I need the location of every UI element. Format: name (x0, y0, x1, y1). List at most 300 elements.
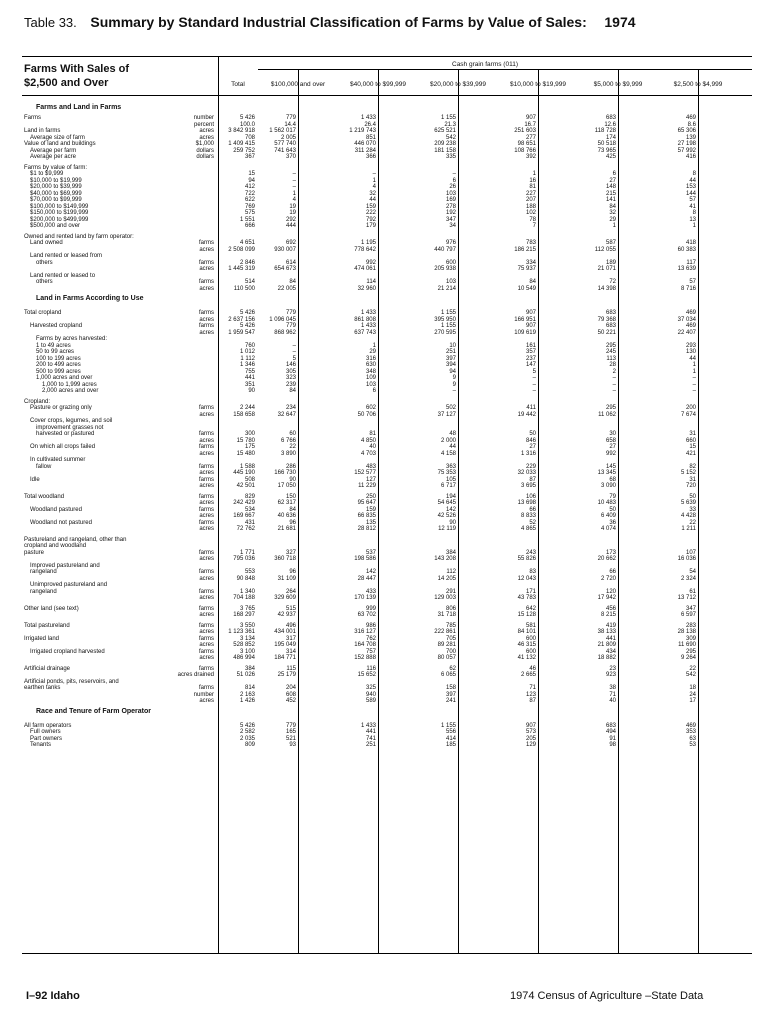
table-cell: 325 (365, 685, 376, 691)
table-cell: 234 (285, 405, 296, 411)
section-heading: Land in Farms According to Use (36, 295, 144, 302)
table-cell: 295 (685, 648, 696, 655)
table-cell: 992 (605, 450, 616, 457)
table-cell: 37 034 (677, 316, 696, 323)
table-cell: 251 (445, 349, 456, 355)
row-label: Total pastureland (24, 622, 70, 629)
row-unit: farms (199, 665, 214, 672)
table-cell: 779 (285, 115, 296, 121)
table-cell: 8 215 (600, 612, 616, 618)
table-cell: 1 (292, 190, 296, 197)
row-label: $20,000 to $39,999 (30, 184, 82, 190)
row-unit: farms (199, 476, 214, 483)
table-number: Table 33. (24, 15, 77, 30)
row-unit: farms (199, 685, 214, 691)
section-heading: Farms and Land in Farms (36, 104, 122, 111)
table-cell: 40 (609, 698, 616, 704)
table-cell: 200 (685, 405, 696, 411)
table-cell: 31 109 (277, 575, 296, 582)
column-header: Total (231, 81, 245, 88)
row-unit: acres (199, 556, 214, 562)
table-cell: 251 (365, 742, 376, 748)
group-rule (258, 69, 752, 70)
row-unit: acres (199, 629, 214, 635)
table-cell: 207 (525, 197, 536, 203)
row-unit: acres (199, 642, 214, 648)
table-cell: 109 619 (514, 329, 536, 336)
row-label: 1 to 49 acres (36, 342, 71, 349)
table-cell: 209 238 (434, 141, 456, 147)
table-cell: 861 808 (354, 316, 376, 323)
table-cell: 53 (689, 742, 696, 748)
table-cell: 94 (449, 368, 456, 375)
table-cell: 1 959 547 (228, 329, 255, 336)
table-cell: 116 (366, 665, 376, 672)
table-cell: 441 (365, 729, 376, 735)
table-cell: 16.7 (524, 121, 536, 128)
table-cell: 166 951 (514, 316, 536, 323)
table-cell: 4 865 (520, 526, 536, 532)
row-label: Part owners (30, 735, 63, 742)
table-cell: 1 433 (360, 323, 376, 329)
table-cell: 327 (285, 549, 296, 556)
row-label: Improved pastureland and (30, 562, 100, 569)
row-label: Tenants (30, 742, 52, 748)
row-label: Irrigated cropland harvested (30, 648, 105, 655)
table-cell: 741 643 (274, 147, 296, 154)
row-label: rangeland (30, 588, 57, 595)
table-cell: 41 132 (517, 655, 536, 661)
table-cell: 21 809 (597, 642, 616, 648)
row-unit: dollars (196, 154, 214, 160)
table-cell: 316 127 (354, 629, 376, 635)
table-cell: 250 (365, 493, 376, 500)
table-year: 1974 (604, 14, 636, 30)
table-cell: 397 (445, 691, 456, 698)
table-cell: 20 662 (597, 556, 616, 562)
table-cell: 700 (445, 648, 456, 655)
table-cell: 141 (605, 197, 616, 203)
table-cell: 105 (445, 476, 456, 483)
table-cell: 577 740 (274, 141, 296, 147)
table-cell: 6 065 (440, 672, 456, 678)
table-cell: 158 (445, 685, 456, 691)
row-unit: acres drained (177, 672, 214, 678)
table-cell: – (532, 375, 536, 381)
table-cell: 129 003 (434, 595, 456, 601)
table-cell: 1 (692, 223, 696, 229)
table-cell: 278 (445, 203, 456, 210)
table-cell: 28 447 (357, 575, 376, 582)
row-label: 500 to 999 acres (36, 368, 81, 375)
table-cell: – (532, 388, 536, 394)
table-cell: 21.3 (444, 121, 456, 128)
row-unit: acres (199, 316, 214, 323)
table-cell: 6 597 (680, 612, 696, 618)
table-cell: 117 (686, 259, 696, 266)
table-cell: 394 (445, 362, 456, 368)
table-cell: 89 281 (437, 642, 456, 648)
section-heading: Race and Tenure of Farm Operator (36, 707, 152, 715)
table-cell: 779 (285, 310, 296, 316)
row-label: 1,000 to 1,999 acres (42, 381, 97, 388)
table-cell: 534 (244, 506, 255, 513)
table-title: Summary by Standard Industrial Classification of Farms by Value of Sales: (90, 14, 587, 30)
table-cell: 976 (445, 240, 456, 246)
table-cell: 311 284 (354, 147, 376, 154)
table-cell: 61 (689, 588, 696, 595)
table-cell: 291 (445, 588, 456, 595)
table-cell: 1 (612, 223, 616, 229)
table-cell: – (292, 171, 296, 177)
table-cell: 22 005 (277, 285, 296, 292)
table-cell: 720 (685, 483, 696, 489)
table-cell: 166 730 (274, 470, 296, 476)
table-cell: 630 (365, 362, 376, 368)
table-cell: 42 526 (437, 513, 456, 519)
table-cell: 335 (445, 154, 456, 160)
table-cell: 32 (609, 210, 616, 216)
table-cell: 769 (244, 203, 255, 210)
row-unit: farms (199, 569, 214, 575)
table-cell: 50 706 (357, 411, 376, 418)
table-cell: 83 (529, 569, 536, 575)
table-cell: 469 (685, 323, 696, 329)
row-unit: farms (199, 635, 214, 642)
table-cell: 778 642 (354, 246, 376, 253)
table-cell: 16 (529, 177, 536, 184)
row-unit: $1,000 (195, 141, 214, 147)
table-cell: 292 (285, 216, 296, 223)
table-cell: 32 (369, 190, 376, 197)
table-cell: 26.4 (364, 121, 376, 128)
table-cell: 44 (689, 177, 696, 184)
table-cell: 515 (285, 605, 296, 612)
table-cell: 6 717 (440, 483, 456, 489)
table-cell: 50 (529, 431, 536, 437)
table-cell: – (292, 349, 296, 355)
table-cell: 123 (525, 691, 536, 698)
table-cell: 411 (526, 405, 536, 411)
table-cell: 161 (525, 342, 536, 349)
row-unit: farms (199, 405, 214, 411)
table-cell: 32 960 (357, 285, 376, 292)
table-cell: 270 595 (434, 329, 456, 336)
row-label: 1,000 acres and over (36, 375, 93, 381)
table-cell: 762 (365, 635, 376, 642)
table-cell: 184 771 (274, 655, 296, 661)
table-cell: 421 (685, 450, 696, 457)
table-cell: 46 (529, 665, 536, 672)
table-cell: 814 (244, 685, 255, 691)
table-cell: 434 (605, 648, 616, 655)
table-cell: 15 652 (357, 672, 376, 678)
table-cell: 146 (285, 362, 296, 368)
page-number: I–92 Idaho (26, 990, 80, 1002)
table-cell: 3 550 (239, 622, 255, 629)
table-cell: 14 205 (437, 575, 456, 582)
table-cell: – (612, 388, 616, 394)
table-cell: 622 (244, 197, 255, 203)
row-unit: farms (199, 431, 214, 437)
table-cell: 1 (372, 342, 376, 349)
table-cell: 295 (605, 342, 616, 349)
table-cell: 5 (292, 355, 296, 362)
table-cell: 175 (244, 444, 255, 450)
row-label: Pastureland and rangeland, other than (24, 536, 127, 543)
table-cell: 907 (525, 115, 536, 121)
table-cell: 3 090 (600, 483, 616, 489)
column-header: $100,000 and over (270, 81, 326, 88)
table-cell: 29 (609, 216, 616, 223)
table-cell: 15 (248, 171, 255, 177)
table-cell: 323 (285, 375, 296, 381)
row-label: Other land (see text) (24, 605, 79, 612)
table-cell: 907 (525, 323, 536, 329)
table-cell: 130 (685, 349, 696, 355)
table-cell: 625 521 (434, 128, 456, 134)
table-cell: 169 667 (233, 513, 255, 519)
table-cell: 19 442 (517, 411, 536, 418)
table-cell: 90 (289, 476, 296, 483)
table-cell: 264 (285, 588, 296, 595)
table-cell: 940 (365, 691, 376, 698)
column-rule (618, 69, 619, 953)
table-cell: 186 215 (514, 246, 536, 253)
table-cell: 8 833 (520, 513, 536, 519)
table-cell: 795 036 (233, 556, 255, 562)
table-cell: 139 (685, 134, 696, 141)
row-label: Woodland not pastured (30, 519, 92, 526)
row-unit: acres (199, 285, 214, 292)
row-label: Woodland pastured (30, 506, 82, 513)
table-cell: 347 (685, 605, 696, 612)
table-cell: 6 766 (280, 437, 296, 444)
table-cell: 357 (525, 349, 536, 355)
table-cell: 15 128 (517, 612, 536, 618)
table-cell: 13 (689, 216, 696, 223)
column-header: $20,000 to $39,999 (429, 81, 487, 88)
table-cell: 683 (605, 310, 616, 316)
table-cell: 433 (365, 588, 376, 595)
table-cell: 581 (525, 622, 536, 629)
table-cell: 1 433 (360, 115, 376, 121)
table-cell: 91 (609, 735, 616, 742)
table-cell: 10 483 (597, 500, 616, 506)
table-cell: 3 100 (239, 648, 255, 655)
table-cell: 50 518 (597, 141, 616, 147)
row-unit: acres (199, 595, 214, 601)
table-cell: 7 (532, 223, 536, 229)
table-cell: 7 674 (680, 411, 696, 418)
table-cell: 72 (609, 279, 616, 285)
table-cell: 96 (289, 569, 296, 575)
table-cell: 5 426 (239, 115, 255, 121)
row-label: rangeland (30, 569, 57, 575)
table-cell: 81 (529, 184, 536, 190)
table-cell: 4 651 (239, 240, 255, 246)
table-cell: 12 119 (438, 526, 456, 532)
row-label: Cropland: (24, 398, 51, 405)
table-cell: 483 (365, 463, 376, 470)
table-cell: 2 582 (239, 729, 255, 735)
table-cell: 15 780 (236, 437, 255, 444)
table-cell: 348 (365, 368, 376, 375)
table-cell: 10 549 (517, 285, 536, 292)
table-cell: 705 (445, 635, 456, 642)
table-cell: 1 433 (360, 310, 376, 316)
table-cell: 370 (285, 154, 296, 160)
table-cell: 309 (685, 635, 696, 642)
table-cell: 52 (529, 519, 536, 526)
row-unit: acres (199, 470, 214, 476)
table-cell: 243 (525, 549, 536, 556)
table-cell: 553 (244, 569, 255, 575)
table-cell: 334 (525, 259, 536, 266)
table-cell: 3 765 (239, 605, 255, 612)
row-label: $150,000 to $199,999 (30, 210, 89, 216)
table-cell: 188 (525, 203, 536, 210)
table-cell: 12 043 (517, 575, 536, 582)
table-cell: 171 (525, 588, 536, 595)
table-cell: 179 (365, 223, 376, 229)
row-unit: farms (199, 463, 214, 470)
row-unit: acres (199, 266, 214, 272)
table-cell: 120 (605, 588, 616, 595)
table-cell: 34 (449, 223, 456, 229)
table-cell: 2 035 (239, 735, 255, 742)
table-cell: 5 639 (680, 500, 696, 506)
table-cell: 658 (605, 437, 616, 444)
row-unit: acres (199, 329, 214, 336)
table-cell: 103 (445, 279, 456, 285)
table-cell: 38 133 (597, 629, 616, 635)
row-label: Artificial drainage (24, 665, 71, 672)
table-cell: 165 (285, 729, 296, 735)
row-label: $100,000 to $149,999 (30, 203, 89, 210)
table-cell: 42 501 (236, 483, 255, 489)
table-cell: 3 134 (239, 635, 255, 642)
table-cell: 440 797 (434, 246, 456, 253)
table-cell: 84 (289, 279, 296, 285)
table-cell: 277 (525, 134, 536, 141)
table-cell: 152 888 (354, 655, 376, 661)
table-cell: 259 752 (233, 147, 255, 154)
table-cell: 412 (244, 184, 255, 190)
row-label: $200,000 to $499,999 (30, 216, 89, 223)
table-cell: 68 (609, 476, 616, 483)
table-cell: 41 (689, 203, 696, 210)
row-label: Land rented or leased to (30, 272, 96, 279)
table-cell: 113 (606, 355, 616, 362)
row-unit: farms (199, 310, 214, 316)
table-cell: 19 (289, 203, 296, 210)
table-cell: 494 (605, 729, 616, 735)
table-cell: 27 198 (677, 141, 696, 147)
row-unit: acres (199, 612, 214, 618)
table-cell: 50 (689, 493, 696, 500)
table-cell: 22 (289, 444, 296, 450)
table-cell: 469 (685, 722, 696, 729)
table-cell: 144 (685, 190, 696, 197)
table-cell: 452 (285, 698, 296, 704)
table-cell: 17 050 (277, 483, 296, 489)
row-label: Idle (30, 476, 40, 483)
table-cell: 27 (609, 177, 616, 184)
table-cell: 245 (605, 349, 616, 355)
table-cell: – (292, 184, 296, 190)
table-cell: 57 (689, 279, 696, 285)
table-cell: 84 101 (517, 629, 536, 635)
table-cell: 127 (365, 476, 376, 483)
table-cell: 1 409 415 (228, 141, 255, 147)
table-cell: 779 (285, 323, 296, 329)
row-label: 100 to 199 acres (36, 355, 81, 362)
table-cell: 13 712 (677, 595, 696, 601)
table-cell: 704 188 (233, 595, 255, 601)
table-cell: 169 (445, 197, 456, 203)
table-cell: 143 208 (434, 556, 456, 562)
row-label: cropland and woodland (24, 543, 87, 549)
table-cell: 222 (365, 210, 376, 216)
source-note: 1974 Census of Agriculture –State Data (510, 990, 704, 1002)
table-cell: 75 353 (437, 470, 456, 476)
table-cell: 79 (609, 493, 616, 500)
table-cell: 40 636 (277, 513, 296, 519)
header-rule (22, 95, 752, 96)
table-cell: 923 (605, 672, 616, 678)
table-cell: 50 221 (597, 329, 616, 336)
table-cell: 9 (452, 381, 456, 388)
table-cell: 683 (605, 115, 616, 121)
table-cell: 363 (445, 463, 456, 470)
table-cell: 930 007 (274, 246, 296, 253)
table-cell: 486 994 (233, 655, 255, 661)
row-unit: farms (199, 588, 214, 595)
bottom-rule (22, 953, 752, 954)
table-cell: 81 (369, 431, 376, 437)
table-cell: 24 (689, 691, 696, 698)
table-cell: 18 (689, 685, 696, 691)
table-cell: 9 (452, 375, 456, 381)
table-cell: 32 647 (277, 411, 296, 418)
table-cell: 521 (285, 735, 296, 742)
table-cell: 13 639 (677, 266, 696, 272)
table-cell: 57 992 (677, 147, 696, 154)
table-cell: 779 (285, 722, 296, 729)
table-cell: 60 383 (677, 246, 696, 253)
row-label: Land in farms (24, 128, 61, 134)
table-cell: 2 (612, 368, 616, 375)
row-label: Farms by value of farm: (24, 164, 88, 171)
table-cell: 27 (529, 444, 536, 450)
stub-line-1: Farms With Sales of (24, 63, 130, 75)
row-unit: farms (199, 259, 214, 266)
table-cell: 1 316 (520, 450, 536, 457)
table-cell: 22 (689, 665, 696, 672)
table-cell: 78 (529, 216, 536, 223)
row-unit: acres (199, 500, 214, 506)
table-cell: 54 (689, 569, 696, 575)
table-cell: 19 (289, 210, 296, 216)
table-cell: 1 346 (239, 362, 255, 368)
table-cell: 239 (285, 381, 296, 388)
table-cell: 95 647 (357, 500, 376, 506)
table-cell: 142 (445, 506, 456, 513)
table-cell: 2 665 (520, 672, 536, 678)
table-cell: 29 (369, 349, 376, 355)
table-cell: 2 508 099 (228, 246, 255, 253)
